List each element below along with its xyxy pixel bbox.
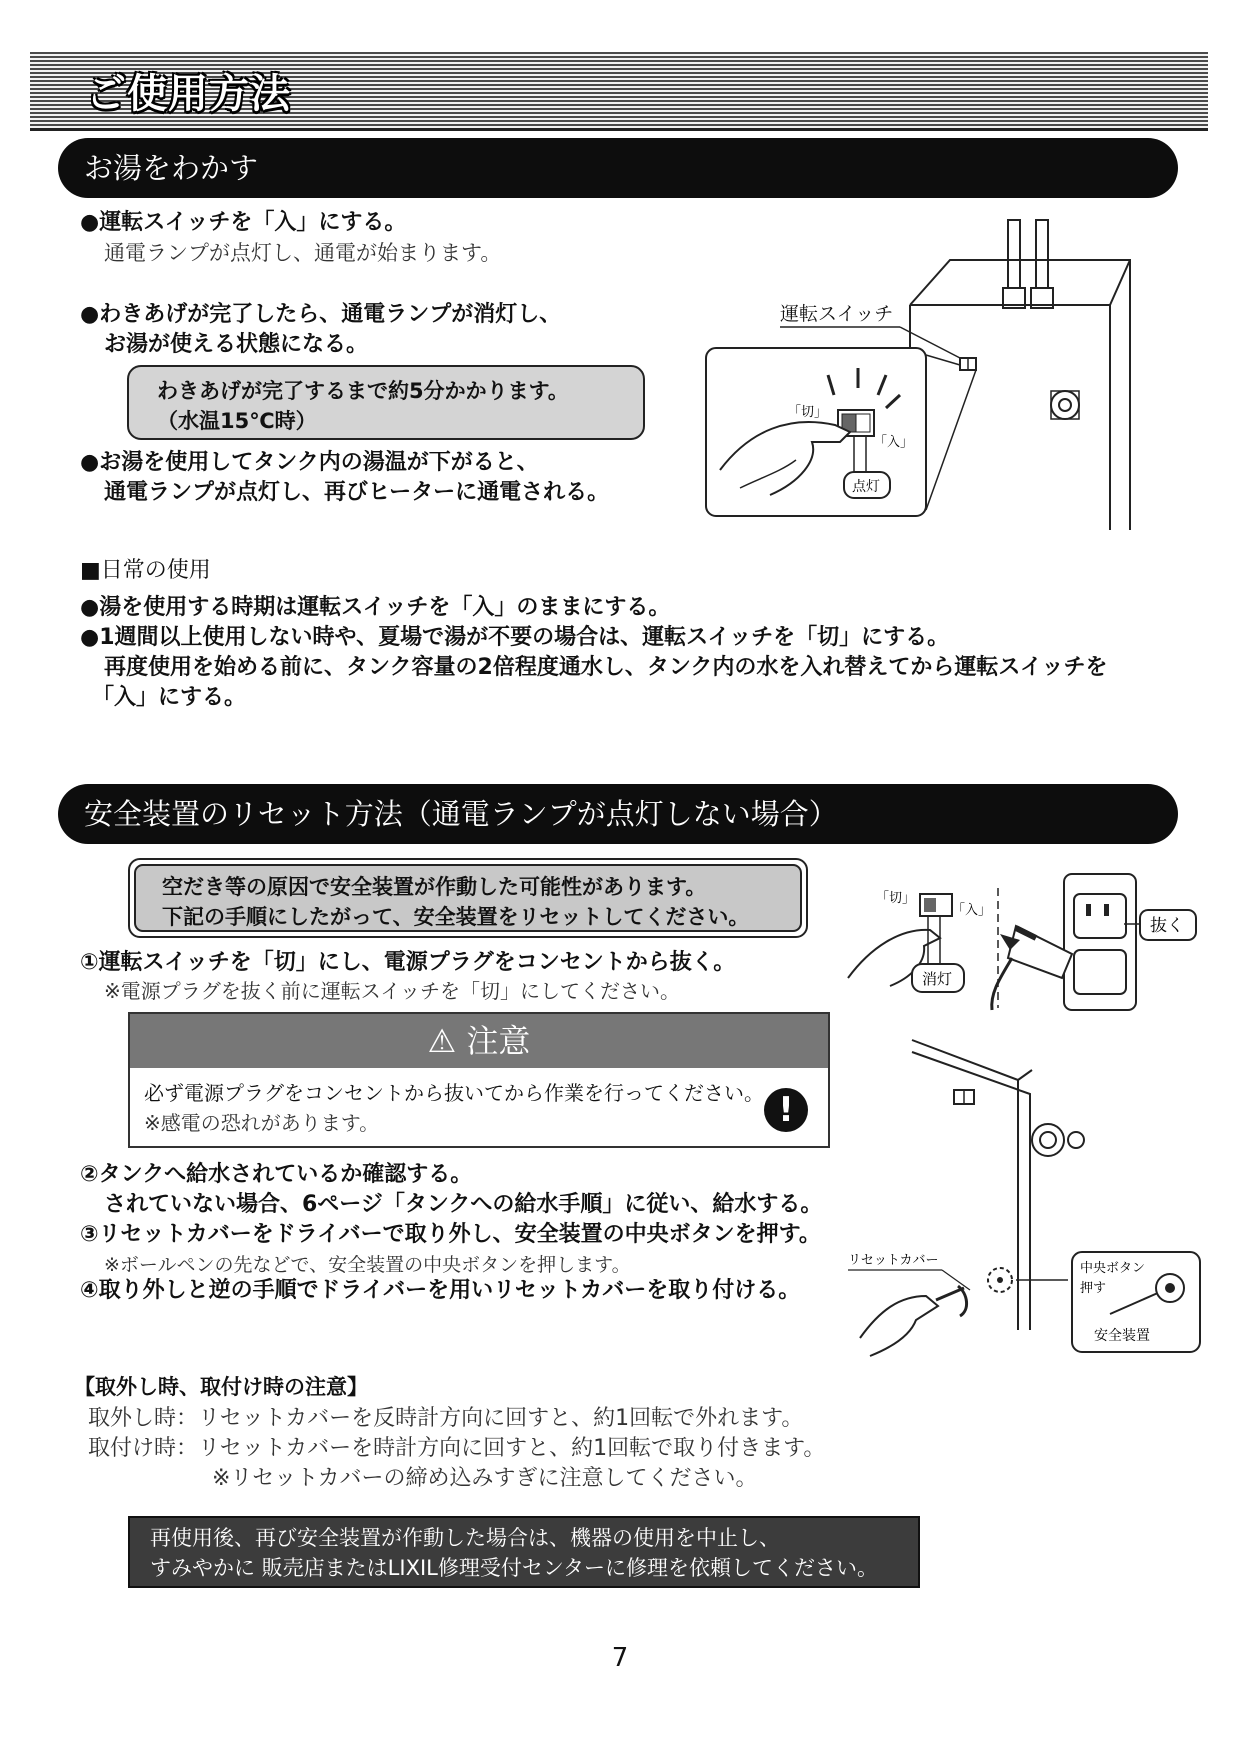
reset-step2-1: ②タンクへ給水されているか確認する。 [80,1162,473,1187]
repair-notice-line2: すみやかに 販売店またはLIXIL修理受付センターに修理を依頼してください。 [150,1556,879,1580]
attach-line1: 取外し時：リセットカバーを反時計方向に回すと、約1回転で外れます。 [88,1406,804,1431]
repair-notice [128,1516,920,1588]
attach-line2: 取付け時：リセットカバーを時計方向に回すと、約1回転で取り付きます。 [88,1436,826,1461]
push-label: 押す [1080,1281,1107,1296]
unplug-label: 抜く [1150,916,1184,936]
illus2-on-label: 「入」 [952,903,992,918]
step-reheat-1: ●お湯を使用してタンク内の湯温が下がると、 [80,450,539,475]
illus2-off-label: 「切」 [876,891,916,906]
step-reheat-2: 通電ランプが点灯し、再びヒーターに通電される。 [104,480,610,505]
section-header-boil: お湯をわかす [58,138,1178,198]
switch-illustration [700,210,1150,540]
reset-step4: ④取り外しと逆の手順でドライバーを用いリセットカバーを取り付ける。 [80,1278,801,1303]
daily-line4: 「入」にする。 [92,685,247,710]
caution-box [128,1012,830,1148]
safety-device-label: 安全装置 [1094,1328,1150,1344]
switch-off-label: 「切」 [788,405,828,420]
safety-note-line2: 下記の手順にしたがって、安全装置をリセットしてください。 [162,905,750,929]
heating-time-note-line2: （水温15℃時） [157,409,317,433]
switch-on-label: 「入」 [874,435,914,450]
daily-line2: ●1週間以上使用しない時や、夏場で湯が不要の場合は、運転スイッチを「切」にする。 [80,625,950,650]
page-title: ご使用方法 [86,71,291,117]
heating-time-note-line1: わきあげが完了するまで約5分かかります。 [157,379,569,403]
reset-step2-2: されていない場合、6ページ「タンクへの給水手順」に従い、給水する。 [104,1192,823,1217]
caution-body [130,1068,828,1138]
reset-illustration [840,1030,1220,1370]
safety-device-note-inner [134,864,802,932]
step-switch-on-desc: 通電ランプが点灯し、通電が始まります。 [104,241,502,265]
center-button-label: 中央ボタン [1080,1261,1146,1276]
repair-notice-line1: 再使用後、再び安全装置が作動した場合は、機器の使用を中止し、 [150,1526,780,1550]
safety-device-note [128,858,808,938]
attach-line3: ※リセットカバーの締め込みすぎに注意してください。 [212,1466,758,1491]
reset-cover-label: リセットカバー [848,1253,939,1268]
caution-title: 注意 [466,1022,531,1060]
step-heating-done-1: ●わきあげが完了したら、通電ランプが消灯し、 [80,302,562,327]
page-number: 7 [611,1643,629,1673]
reset-step3-note: ※ボールペンの先などで、安全装置の中央ボタンを押します。 [104,1254,631,1276]
exclamation-icon: ! [764,1088,808,1132]
daily-line3: 再度使用を始める前に、タンク容量の2倍程度通水し、タンク内の水を入れ替えてから運転スイッチを [104,655,1108,680]
step-switch-on: ●運転スイッチを「入」にする。 [80,210,407,235]
reset-step1: ①運転スイッチを「切」にし、電源プラグをコンセントから抜く。 [80,950,736,975]
heating-time-note [127,365,645,440]
switch-label: 運転スイッチ [780,303,894,325]
light-off-label: 消灯 [922,970,953,988]
caution-line1: 必ず電源プラグをコンセントから抜いてから作業を行ってください。 [144,1081,764,1105]
daily-heading: ■日常の使用 [80,558,211,583]
daily-line1: ●湯を使用する時期は運転スイッチを「入」のままにする。 [80,595,671,620]
step-heating-done-2: お湯が使える状態になる。 [104,332,369,357]
reset-step1-note: ※電源プラグを抜く前に運転スイッチを「切」にしてください。 [104,979,680,1003]
caution-line2: ※感電の恐れがあります。 [144,1111,380,1135]
attach-heading: 【取外し時、取付け時の注意】 [74,1375,368,1399]
reset-step3: ③リセットカバーをドライバーで取り外し、安全装置の中央ボタンを押す。 [80,1222,821,1247]
section-header-reset: 安全装置のリセット方法（通電ランプが点灯しない場合） [58,784,1178,844]
unplug-illustration [840,868,1220,1018]
warning-icon: ⚠ [427,1022,457,1060]
lit-label: 点灯 [852,479,880,495]
caution-header [130,1014,828,1068]
safety-note-line1: 空だき等の原因で安全装置が作動した可能性があります。 [162,875,707,899]
